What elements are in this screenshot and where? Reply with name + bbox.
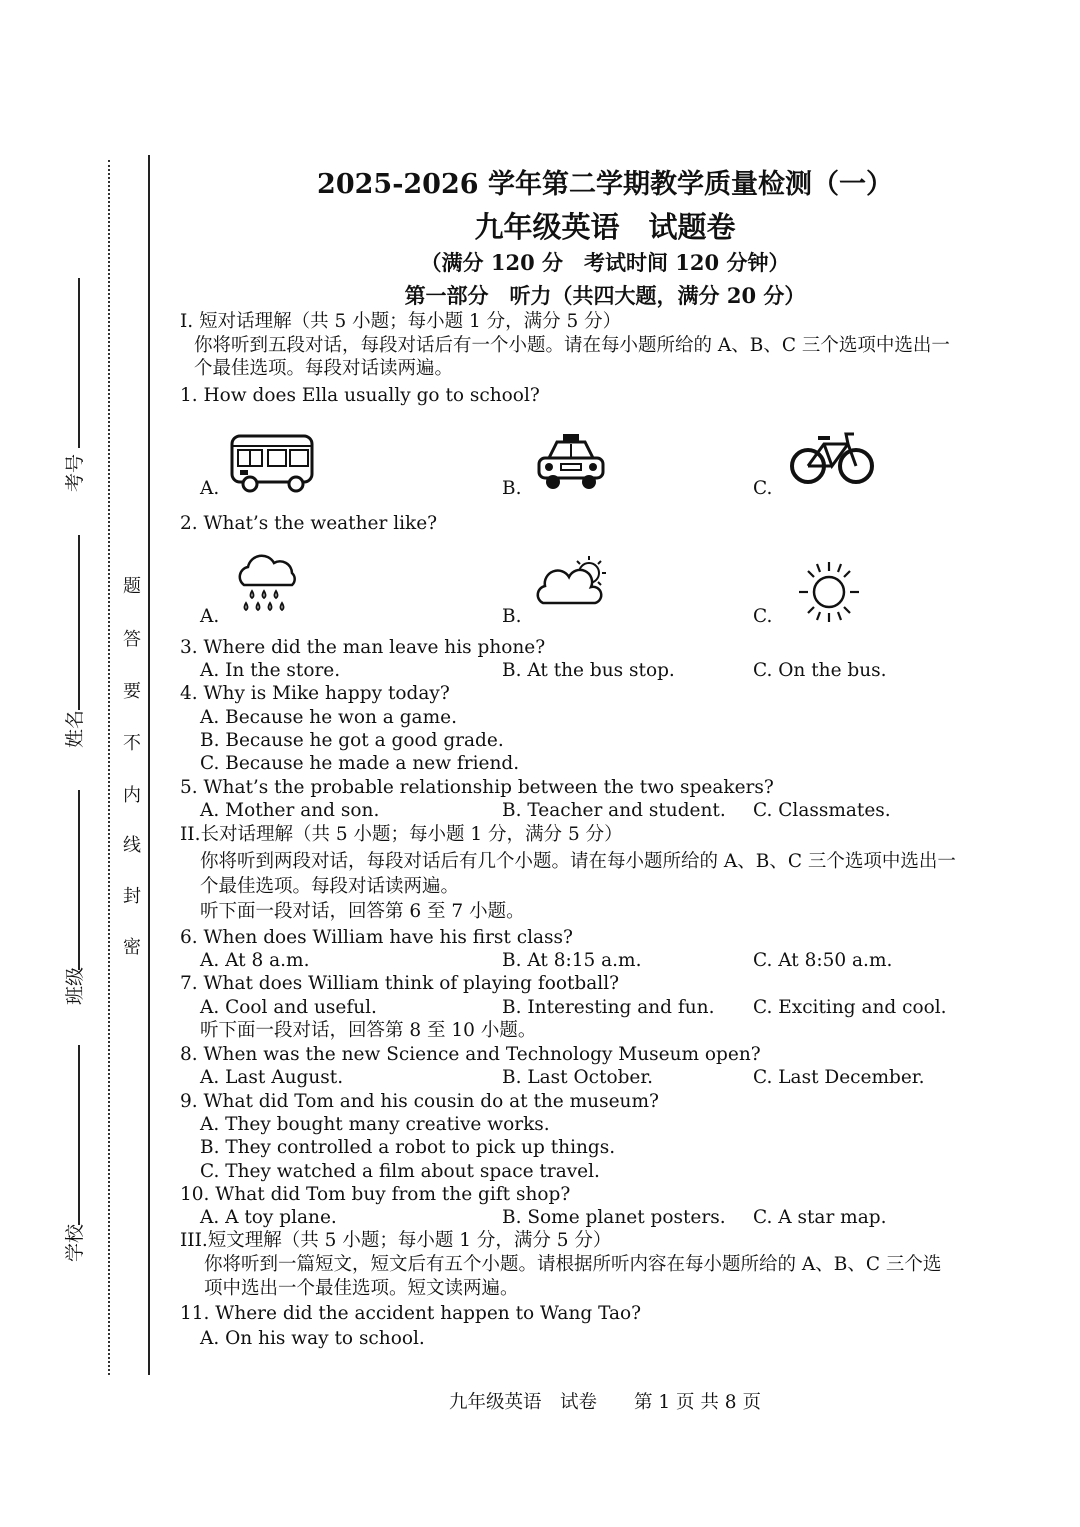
option-3c: C. On the bus. xyxy=(753,660,887,681)
question-5: 5. What’s the probable relationship between the two speakers? xyxy=(180,777,774,798)
section-2-instruction: 个最佳选项。每段对话读两遍。 xyxy=(200,876,460,897)
option-9a: A. They bought many creative works. xyxy=(200,1114,550,1135)
question-8: 8. When was the new Science and Technology Museum open? xyxy=(180,1044,761,1065)
bicycle-icon xyxy=(788,428,876,486)
binding-dotted-line xyxy=(108,160,110,1375)
option-9c: C. They watched a film about space travel. xyxy=(200,1161,600,1182)
question-6: 6. When does William have his first class? xyxy=(180,927,573,948)
binding-solid-line xyxy=(148,155,150,1375)
exam-title: 2025-2026 学年第二学期教学质量检测（一） xyxy=(317,169,893,200)
seal-char-8: 密 xyxy=(123,937,141,958)
seal-char-3: 要 xyxy=(123,681,141,702)
question-2: 2. What’s the weather like? xyxy=(180,513,438,534)
option-8b: B. Last October. xyxy=(502,1067,654,1088)
question-10: 10. What did Tom buy from the gift shop? xyxy=(180,1184,571,1205)
score-time: （满分 120 分 考试时间 120 分钟） xyxy=(420,250,790,275)
option-6a: A. At 8 a.m. xyxy=(200,950,310,971)
part-heading: 第一部分 听力（共四大题，满分 20 分） xyxy=(404,283,806,308)
section-1-heading: I. 短对话理解（共 5 小题；每小题 1 分，满分 5 分） xyxy=(180,311,622,332)
exam-number-line xyxy=(78,278,80,448)
option-5b: B. Teacher and student. xyxy=(502,800,726,821)
option-4b: B. Because he got a good grade. xyxy=(200,730,504,751)
section-3-heading: III.短文理解（共 5 小题；每小题 1 分，满分 5 分） xyxy=(180,1230,612,1251)
option-6b: B. At 8:15 a.m. xyxy=(502,950,642,971)
section-3-instruction: 项中选出一个最佳选项。短文读两遍。 xyxy=(204,1278,519,1299)
option-1a: A. xyxy=(200,478,220,499)
section-1-instruction: 你将听到五段对话，每段对话后有一个小题。请在每小题所给的 A、B、C 三个选项中选出一 xyxy=(194,335,950,356)
sun-icon xyxy=(797,560,861,624)
seal-char-7: 封 xyxy=(123,886,141,907)
section-2-heading: II.长对话理解（共 5 小题；每小题 1 分，满分 5 分） xyxy=(180,824,623,845)
question-11: 11. Where did the accident happen to Wang Tao? xyxy=(180,1303,642,1324)
name-line xyxy=(78,535,80,710)
option-7b: B. Interesting and fun. xyxy=(502,997,715,1018)
option-2b: B. xyxy=(502,606,522,627)
seal-char-2: 答 xyxy=(123,629,141,650)
school-label: 学校 xyxy=(64,1223,87,1263)
option-7c: C. Exciting and cool. xyxy=(753,997,947,1018)
option-6c: C. At 8:50 a.m. xyxy=(753,950,893,971)
seal-char-4: 不 xyxy=(123,733,141,754)
exam-subtitle: 九年级英语 试题卷 xyxy=(474,210,736,244)
name-label: 姓名 xyxy=(64,709,87,749)
section-2-sub-instruction: 听下面一段对话，回答第 6 至 7 小题。 xyxy=(200,901,525,922)
exam-number-label: 考号 xyxy=(64,453,87,493)
option-10a: A. A toy plane. xyxy=(200,1207,337,1228)
class-label: 班级 xyxy=(64,966,87,1006)
option-11a: A. On his way to school. xyxy=(200,1328,425,1349)
option-10b: B. Some planet posters. xyxy=(502,1207,726,1228)
partly-cloudy-icon xyxy=(535,553,611,609)
seal-char-1: 题 xyxy=(123,576,141,597)
school-line xyxy=(78,1045,80,1225)
section-2-instruction: 你将听到两段对话，每段对话后有几个小题。请在每小题所给的 A、B、C 三个选项中选出一 xyxy=(200,851,956,872)
option-4c: C. Because he made a new friend. xyxy=(200,753,520,774)
bus-icon xyxy=(228,432,316,494)
option-1c: C. xyxy=(753,478,773,499)
option-1b: B. xyxy=(502,478,522,499)
page-footer: 九年级英语 试卷 第 1 页 共 8 页 xyxy=(449,1392,761,1413)
option-8a: A. Last August. xyxy=(200,1067,344,1088)
question-7: 7. What does William think of playing football? xyxy=(180,973,620,994)
option-9b: B. They controlled a robot to pick up things. xyxy=(200,1137,616,1158)
question-9: 9. What did Tom and his cousin do at the museum? xyxy=(180,1091,659,1112)
section-3-instruction: 你将听到一篇短文，短文后有五个小题。请根据所听内容在每小题所给的 A、B、C 三个选 xyxy=(204,1254,942,1275)
question-4: 4. Why is Mike happy today? xyxy=(180,683,450,704)
taxi-icon xyxy=(535,432,607,492)
option-3a: A. In the store. xyxy=(200,660,341,681)
option-4a: A. Because he won a game. xyxy=(200,707,457,728)
section-2-sub-instruction: 听下面一段对话，回答第 8 至 10 小题。 xyxy=(200,1020,537,1041)
seal-char-6: 线 xyxy=(123,835,141,856)
option-8c: C. Last December. xyxy=(753,1067,925,1088)
option-10c: C. A star map. xyxy=(753,1207,887,1228)
option-3b: B. At the bus stop. xyxy=(502,660,675,681)
seal-char-5: 内 xyxy=(123,785,141,806)
option-5a: A. Mother and son. xyxy=(200,800,380,821)
rain-icon xyxy=(232,553,302,621)
option-2c: C. xyxy=(753,606,773,627)
option-2a: A. xyxy=(200,606,220,627)
question-3: 3. Where did the man leave his phone? xyxy=(180,637,546,658)
option-7a: A. Cool and useful. xyxy=(200,997,377,1018)
option-5c: C. Classmates. xyxy=(753,800,891,821)
section-1-instruction: 个最佳选项。每段对话读两遍。 xyxy=(194,358,454,379)
question-1: 1. How does Ella usually go to school? xyxy=(180,385,540,406)
class-line xyxy=(78,790,80,970)
